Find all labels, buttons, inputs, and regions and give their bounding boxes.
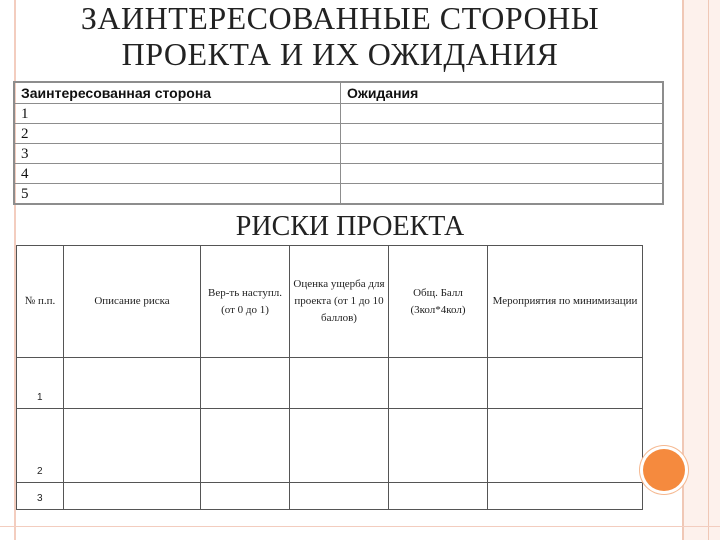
row-number-cell: 1 [17, 358, 64, 409]
table-cell [389, 358, 488, 409]
expectations-cell [341, 104, 664, 124]
table-row [17, 358, 643, 409]
damage-column-header: Оценка ущерба для проекта (от 1 до 10 баллов) [290, 246, 389, 358]
table-cell [64, 483, 201, 510]
table-cell [290, 358, 389, 409]
expectations-cell [341, 184, 664, 205]
table-cell [389, 409, 488, 483]
total-score-column-header: Общ. Балл (3кол*4кол) [389, 246, 488, 358]
slide-title-line-1: ЗАИНТЕРЕСОВАННЫЕ СТОРОНЫ [80, 0, 600, 36]
slide-frame-right-line-2 [708, 0, 709, 540]
stakeholder-cell: 5 [14, 184, 341, 205]
table-row [17, 483, 643, 510]
decorative-circle [643, 449, 685, 491]
table-cell [488, 483, 643, 510]
table-cell [201, 409, 290, 483]
expectations-cell [341, 144, 664, 164]
table-cell [201, 358, 290, 409]
row-number-cell: 2 [17, 409, 64, 483]
slide-frame-right-band [684, 0, 720, 540]
table-row [14, 104, 663, 124]
stakeholder-cell: 2 [14, 124, 341, 144]
section-subtitle: РИСКИ ПРОЕКТА [235, 211, 465, 242]
table-cell [64, 409, 201, 483]
expectations-cell [341, 124, 664, 144]
stakeholder-cell: 3 [14, 144, 341, 164]
expectations-column-header: Ожидания [341, 82, 664, 104]
slide-frame-bottom [0, 526, 720, 527]
probability-column-header: Вер-ть наступл. (от 0 до 1) [201, 246, 290, 358]
table-header-row [17, 246, 643, 358]
risk-description-column-header: Описание риска [64, 246, 201, 358]
table-cell [290, 409, 389, 483]
stakeholder-column-header: Заинтересованная сторона [14, 82, 341, 104]
stakeholder-cell: 4 [14, 164, 341, 184]
stakeholders-table [13, 81, 664, 205]
table-row [14, 164, 663, 184]
table-cell [290, 483, 389, 510]
row-number-cell: 3 [17, 483, 64, 510]
expectations-cell [341, 164, 664, 184]
slide-title-line-2: ПРОЕКТА И ИХ ОЖИДАНИЯ [121, 36, 559, 72]
table-header-row [14, 82, 663, 104]
table-cell [389, 483, 488, 510]
table-row [14, 184, 663, 205]
table-cell [488, 409, 643, 483]
table-row [14, 144, 663, 164]
table-cell [488, 358, 643, 409]
table-row [14, 124, 663, 144]
mitigation-column-header: Мероприятия по минимизации [488, 246, 643, 358]
stakeholder-cell: 1 [14, 104, 341, 124]
table-cell [64, 358, 201, 409]
table-cell [201, 483, 290, 510]
number-column-header: № п.п. [17, 246, 64, 358]
risks-table [16, 245, 643, 510]
slide-title [40, 0, 640, 72]
table-row [17, 409, 643, 483]
